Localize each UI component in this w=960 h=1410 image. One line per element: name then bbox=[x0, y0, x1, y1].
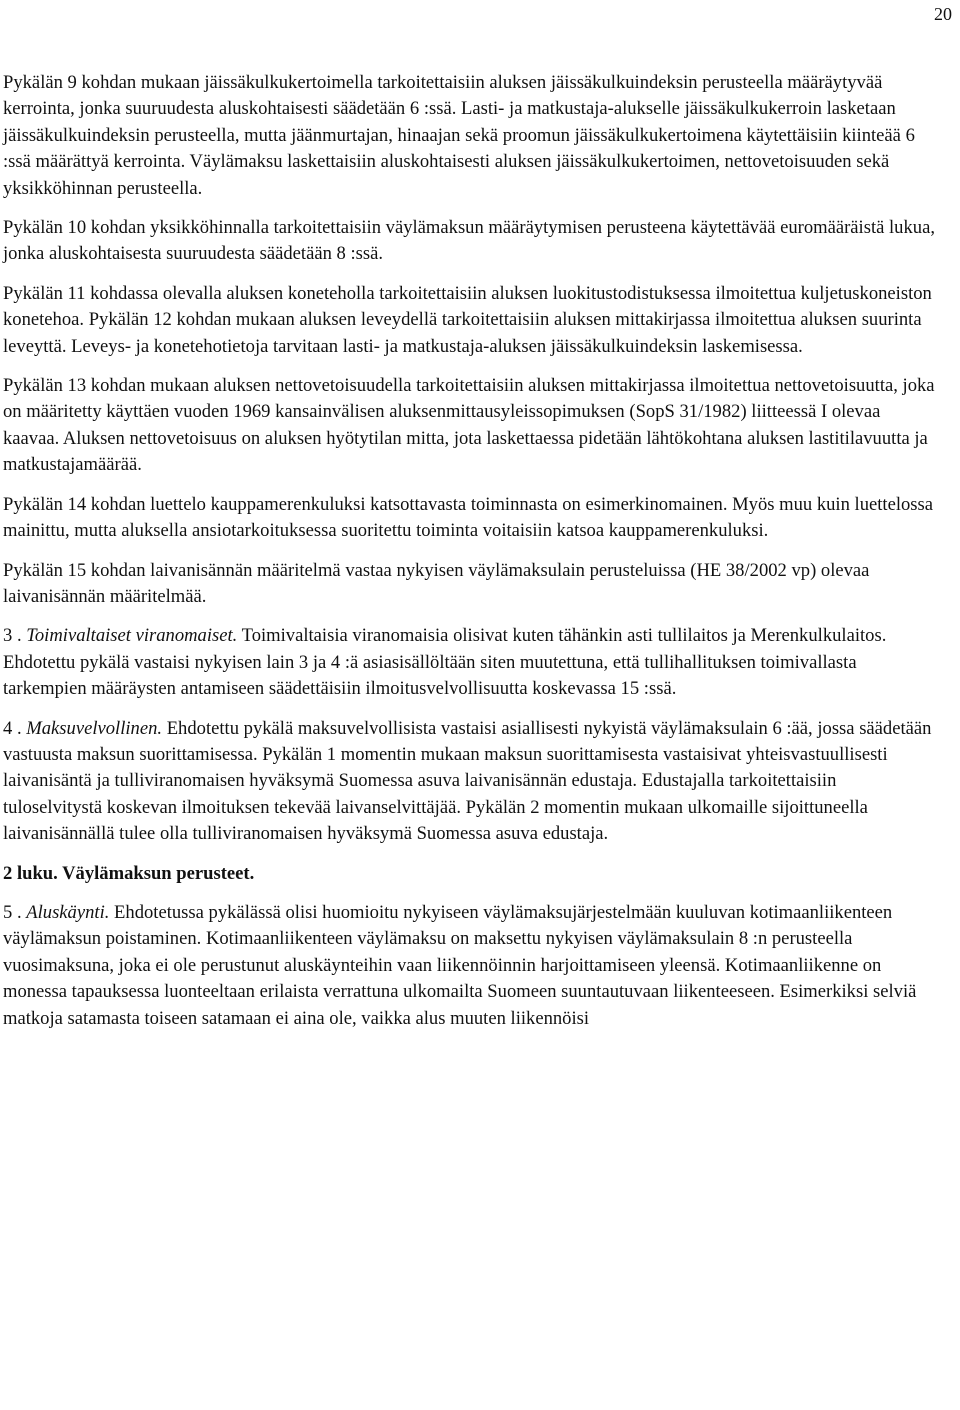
paragraph-section-14: Pykälän 14 kohdan luettelo kauppamerenkuluksi katsottavasta toiminnasta on esimerkinomainen. Myös muu kuin luettelossa mainittu, mutta aluksella ansiotarkoituksessa suoritettu toiminta voitaisiin katsoa kauppamerenkuluksi. bbox=[3, 493, 934, 542]
section-title: Aluskäynti. bbox=[26, 901, 110, 923]
paragraph-paragraph-3 bbox=[3, 623, 939, 702]
section-text: Ehdotettu pykälä maksuvelvollisista vastaisi asiallisesti nykyistä väylämaksulain 6 :ää, jossa säädetään vastuusta maksun suorittamisessa. Pykälän 1 momentin mukaan maksun suorittamisesta vastaisivat yhteisvastuullisesti laivanisäntä ja tulliviranomaisen hyväksymä Suomessa asuva laivanisännän edustaja. Edustajalla tarkoitettaisiin tuloselvitystä koskevan ilmoituksen tekevää laivanselvittäjää. Pykälän 2 momentin mukaan ulkomaille sijoittuneella laivanisännällä tulee olla tulliviranomaisen hyväksymä Suomessa asuva edustaja. bbox=[3, 717, 932, 845]
paragraph-section-13: Pykälän 13 kohdan mukaan aluksen nettovetoisuudella tarkoitettaisiin aluksen mittakirjassa ilmoitettua nettovetoisuutta, joka on määritetty käyttäen vuoden 1969 kansainvälisen aluksenmittausyleissopimuksen (SopS 31/1982) liitteessä I olevaa kaavaa. Aluksen nettovetoisuus on aluksen hyötytilan mitta, jota laskettaessa pidetään lähtökohtana aluksen lastitilavuutta ja matkustajamäärää. bbox=[3, 375, 935, 476]
paragraph-section-15: Pykälän 15 kohdan laivanisännän määritelmä vastaa nykyisen väylämaksulain perusteluissa (HE 38/2002 vp) olevaa laivanisännän määritelmää. bbox=[3, 559, 870, 607]
paragraph-section-9: Pykälän 9 kohdan mukaan jäissäkulkukertoimella tarkoitettaisiin aluksen jäissäkulkuindeksin perusteella määräytyvää kerrointa, jonka suuruudesta aluskohtaisesti säädetään 6 :ssä. Lasti- ja matkustaja-alukselle jäissäkulkukerroin lasketaan jäissäkulkuindeksin perusteella, mutta jäänmurtajan, hinaajan sekä proomun jäissäkulkukertoimena käytettäisiin kiinteää 6 :ssä määrättyä kerrointa. Väylämaksu laskettaisiin aluskohtaisesti aluksen jäissäkulkukertoimen, nettovetoisuuden sekä yksikköhinnan perusteella. bbox=[3, 72, 915, 199]
section-title: Maksuvelvollinen. bbox=[26, 717, 163, 739]
section-number: 3 . bbox=[3, 625, 22, 647]
section-text: Toimivaltaisia viranomaisia olisivat kuten tähänkin asti tullilaitos ja Merenkulkulaitos. Ehdotettu pykälä vastaisi nykyisen lain 3 ja 4 :ä asiasisällöltään siten muutettuna, että tullihallituksen toimivallasta tarkempien määräysten antamiseen säädettäisiin ilmoitusvelvollisuutta koskevassa 15 :ssä. bbox=[3, 625, 887, 700]
paragraph-paragraph-4 bbox=[3, 716, 939, 848]
paragraph-section-11-12: Pykälän 11 kohdassa olevalla aluksen koneteholla tarkoitettaisiin aluksen luokitustodistuksessa ilmoitettua kuljetuskoneiston konetehoa. Pykälän 12 kohdan mukaan aluksen leveydellä tarkoitettaisiin aluksen mittakirjassa ilmoitettua aluksen suurinta leveyttä. Leveys- ja konetehotietoja tarvitaan lasti- ja matkustaja-aluksen jäissäkulkuindeksin laskemisessa. bbox=[3, 282, 932, 357]
page-number: 20 bbox=[934, 4, 952, 24]
chapter-heading: 2 luku. Väylämaksun perusteet. bbox=[3, 862, 255, 884]
section-number: 4 . bbox=[3, 717, 22, 739]
paragraph-section-10: Pykälän 10 kohdan yksikköhinnalla tarkoitettaisiin väylämaksun määräytymisen perusteena käytettävää euromääräistä lukua, jonka aluskohtaisesta suuruudesta säädetään 8 :ssä. bbox=[3, 217, 935, 265]
document-body bbox=[3, 70, 939, 1045]
section-text: Ehdotetussa pykälässä olisi huomioitu nykyiseen väylämaksujärjestelmään kuuluvan kotimaanliikenteen väylämaksun poistaminen. Kotimaanliikenteen väylämaksu on maksettu nykyisen väylämaksulain 8 :n perusteella vuosimaksuna, joka ei ole perustunut aluskäynteihin vaan liikennöinnin harjoittamiseen yleensä. Kotimaanliikenne on monessa tapauksessa luonteeltaan erilaista verrattuna ulkomailta Suomeen suuntautuvaan liikenteeseen. Esimerkiksi selviä matkoja satamasta toiseen satamaan ei aina ole, vaikka alus muuten liikennöisi bbox=[3, 901, 917, 1029]
section-title: Toimivaltaiset viranomaiset. bbox=[26, 625, 238, 647]
section-number: 5 . bbox=[3, 901, 22, 923]
paragraph-paragraph-5 bbox=[3, 900, 939, 1032]
